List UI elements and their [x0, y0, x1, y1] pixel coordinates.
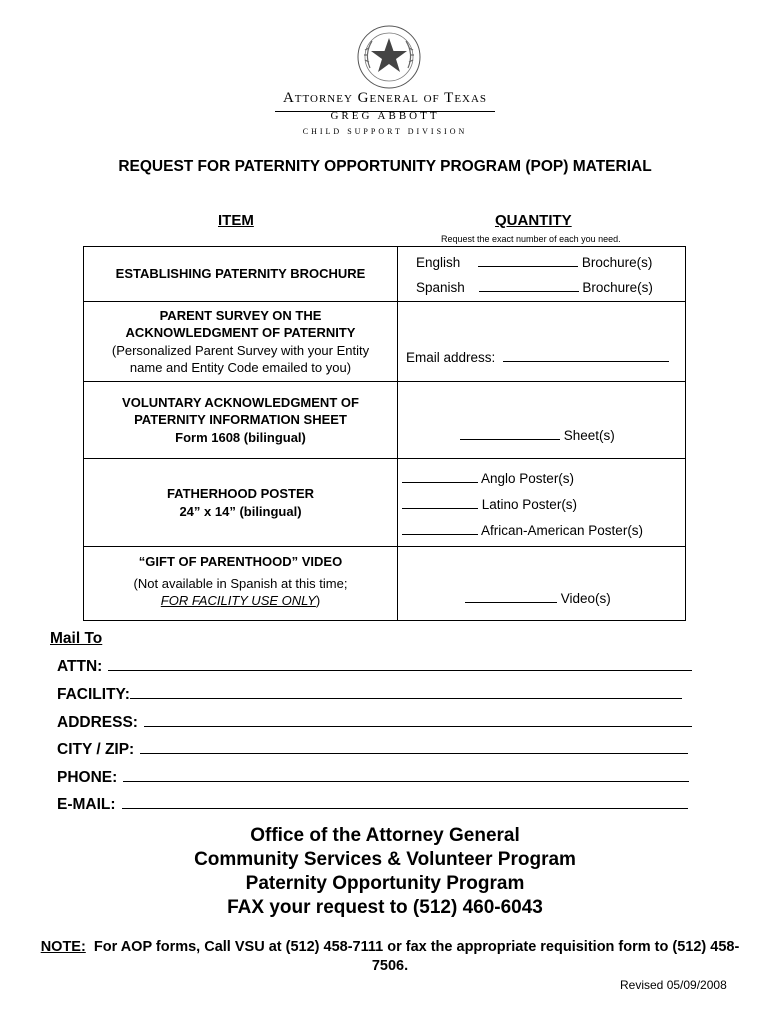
table-row — [84, 302, 686, 382]
quantity-cell: Email address: — [398, 302, 686, 382]
quantity-note: Request the exact number of each you need. — [441, 234, 621, 244]
facility-field: FACILITY: — [57, 684, 682, 704]
spanish-brochure-field[interactable] — [479, 290, 579, 292]
item-cell: FATHERHOOD POSTER 24” x 14” (bilingual) — [84, 459, 398, 547]
quantity-cell: Sheet(s) — [398, 382, 686, 459]
item-cell: VOLUNTARY ACKNOWLEDGMENT OF PATERNITY INFORMATION SHEET Form 1608 (bilingual) — [84, 382, 398, 459]
sheet-quantity-field[interactable] — [460, 438, 560, 440]
item-cell: “GIFT OF PARENTHOOD” VIDEO (Not available in Spanish at this time; FOR FACILITY USE ONLY) — [84, 547, 398, 621]
office-heading: Attorney General of Texas — [0, 90, 770, 112]
email-input[interactable] — [122, 794, 688, 809]
facility-input[interactable] — [130, 684, 682, 699]
item-cell: ESTABLISHING PATERNITY BROCHURE — [84, 247, 398, 302]
quantity-cell: Anglo Poster(s) Latino Poster(s) African-American Poster(s) — [398, 459, 686, 547]
video-quantity-field[interactable] — [465, 601, 557, 603]
texas-star-seal-icon — [356, 24, 422, 90]
email-field: E-MAIL: — [57, 794, 688, 814]
form-title: REQUEST FOR PATERNITY OPPORTUNITY PROGRAM (POP) MATERIAL — [118, 158, 652, 175]
address-field: ADDRESS: — [57, 712, 692, 732]
table-row — [84, 459, 686, 547]
address-input[interactable] — [144, 712, 692, 727]
phone-input[interactable] — [123, 767, 689, 782]
city-zip-field: CITY / ZIP: — [57, 739, 688, 759]
quantity-cell: Video(s) — [398, 547, 686, 621]
anglo-poster-field[interactable] — [402, 481, 478, 483]
phone-field: PHONE: — [57, 767, 689, 787]
item-cell: PARENT SURVEY ON THE ACKNOWLEDGMENT OF PATERNITY (Personalized Parent Survey with your Entity name and Entity Code emailed to you) — [84, 302, 398, 382]
african-american-poster-field[interactable] — [402, 533, 478, 535]
english-brochure-field[interactable] — [478, 265, 578, 267]
revised-date: Revised 05/09/2008 — [620, 978, 727, 992]
table-row — [84, 547, 686, 621]
note-text: NOTE: For AOP forms, Call VSU at (512) 458-7111 or fax the appropriate requisition form to (512) 458-7506. — [40, 939, 740, 974]
attn-field: ATTN: — [57, 656, 692, 676]
email-address-field[interactable] — [503, 360, 669, 362]
city-zip-input[interactable] — [140, 739, 688, 754]
quantity-cell: English Brochure(s) Spanish Brochure(s) — [398, 247, 686, 302]
quantity-column-header: QUANTITY — [495, 212, 572, 229]
item-column-header: ITEM — [218, 212, 254, 229]
request-table — [83, 246, 686, 621]
attn-input[interactable] — [108, 656, 692, 671]
table-row — [84, 247, 686, 302]
division-name: CHILD SUPPORT DIVISION — [302, 127, 468, 136]
attorney-general-name: GREG ABBOTT — [330, 110, 440, 122]
mail-to-heading: Mail To — [50, 630, 103, 647]
table-row — [84, 382, 686, 459]
latino-poster-field[interactable] — [402, 507, 478, 509]
office-block: Office of the Attorney General Community Services & Volunteer Program Paternity Opportunity Program FAX your request to (512) 460-6043 — [194, 825, 576, 918]
